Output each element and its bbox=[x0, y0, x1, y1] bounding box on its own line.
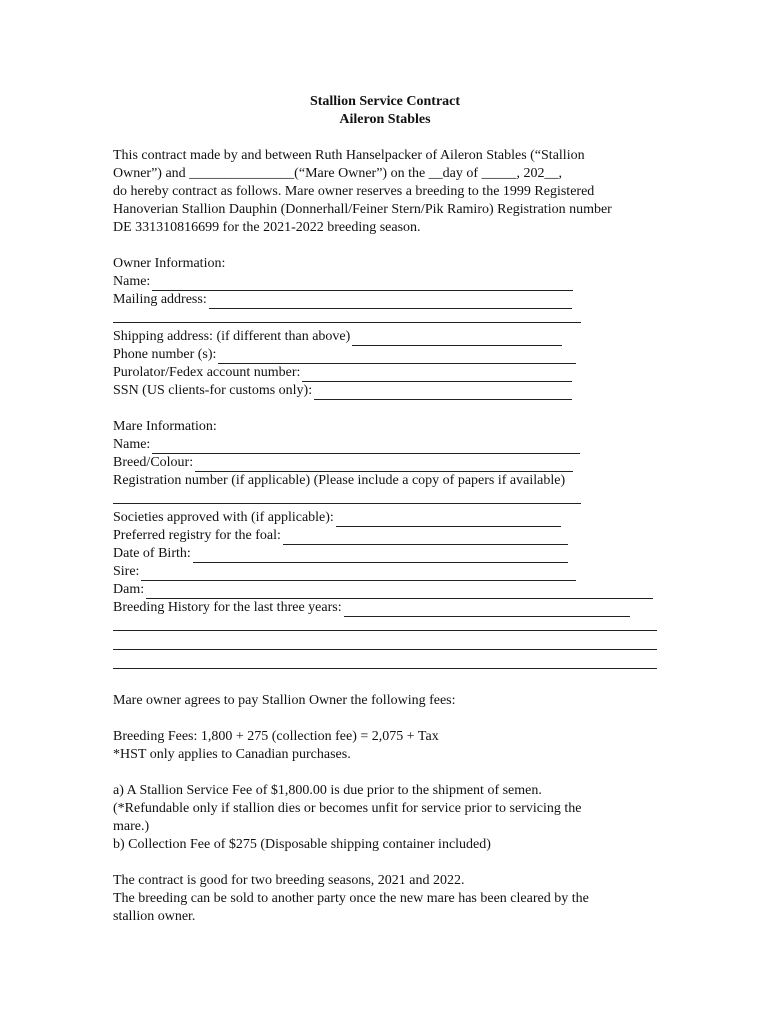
intro-line: do hereby contract as follows. Mare owner reserves a breeding to the 1999 Registered bbox=[113, 184, 595, 199]
owner-mailing-field[interactable] bbox=[113, 291, 658, 309]
field-label: Shipping address: (if different than above) bbox=[113, 329, 351, 344]
collection-fee-item: b) Collection Fee of $275 (Disposable shipping container included) bbox=[113, 837, 491, 852]
service-fee-item: a) A Stallion Service Fee of $1,800.00 is due prior to the shipment of semen. bbox=[113, 783, 542, 798]
intro-line: This contract made by and between Ruth Hanselpacker of Aileron Stables (“Stallion bbox=[113, 148, 585, 163]
document-header bbox=[0, 93, 770, 129]
blank-line[interactable] bbox=[352, 332, 562, 346]
intro-line: DE 331310816699 for the 2021-2022 breeding season. bbox=[113, 220, 421, 235]
field-label: Mailing address: bbox=[113, 292, 207, 307]
intro-line: Hanoverian Stallion Dauphin (Donnerhall/Feiner Stern/Pik Ramiro) Registration number bbox=[113, 202, 612, 217]
mare-history-field[interactable] bbox=[113, 599, 658, 617]
blank-line[interactable] bbox=[344, 603, 630, 617]
blank-line[interactable] bbox=[283, 531, 568, 545]
terms-line: stallion owner. bbox=[113, 909, 196, 924]
mare-dob-field[interactable] bbox=[113, 545, 658, 563]
field-label: Preferred registry for the foal: bbox=[113, 528, 281, 543]
blank-line[interactable] bbox=[146, 585, 653, 599]
field-label: Sire: bbox=[113, 564, 140, 579]
field-label: Name: bbox=[113, 274, 151, 289]
mare-name-field[interactable] bbox=[113, 436, 658, 454]
intro-line: Owner”) and _______________(“Mare Owner”) on the __day of _____, 202__, bbox=[113, 166, 563, 181]
field-label: Purolator/Fedex account number: bbox=[113, 365, 301, 380]
field-label: Societies approved with (if applicable): bbox=[113, 510, 334, 525]
refund-note: (*Refundable only if stallion dies or becomes unfit for service prior to servicing the bbox=[113, 801, 582, 816]
owner-ssn-field[interactable] bbox=[113, 382, 658, 400]
hst-note: *HST only applies to Canadian purchases. bbox=[113, 747, 351, 762]
field-label: Breed/Colour: bbox=[113, 455, 194, 470]
blank-line[interactable] bbox=[113, 636, 657, 650]
mare-registration-label: Registration number (if applicable) (Please include a copy of papers if available) bbox=[113, 473, 566, 488]
owner-courier-field[interactable] bbox=[113, 364, 658, 382]
blank-line[interactable] bbox=[195, 458, 573, 472]
document-body bbox=[113, 147, 658, 926]
mare-societies-field[interactable] bbox=[113, 509, 658, 527]
blank-line[interactable] bbox=[113, 617, 657, 631]
terms-line: The contract is good for two breeding seasons, 2021 and 2022. bbox=[113, 873, 465, 888]
blank-line[interactable] bbox=[113, 490, 581, 504]
blank-line[interactable] bbox=[113, 309, 581, 323]
mare-registry-field[interactable] bbox=[113, 527, 658, 545]
owner-phone-field[interactable] bbox=[113, 346, 658, 364]
mare-dam-field[interactable] bbox=[113, 581, 658, 599]
field-label: Date of Birth: bbox=[113, 546, 191, 561]
blank-line[interactable] bbox=[209, 295, 572, 309]
field-label: Phone number (s): bbox=[113, 347, 217, 362]
owner-section-heading: Owner Information: bbox=[113, 256, 226, 271]
blank-line[interactable] bbox=[141, 567, 576, 581]
blank-line[interactable] bbox=[336, 513, 561, 527]
terms-line: The breeding can be sold to another party once the new mare has been cleared by the bbox=[113, 891, 589, 906]
refund-note: mare.) bbox=[113, 819, 150, 834]
stable-name: Aileron Stables bbox=[339, 112, 431, 127]
blank-line[interactable] bbox=[113, 655, 657, 669]
breeding-fees: Breeding Fees: 1,800 + 275 (collection fee) = 2,075 + Tax bbox=[113, 729, 439, 744]
blank-line[interactable] bbox=[302, 368, 572, 382]
field-label: SSN (US clients-for customs only): bbox=[113, 383, 313, 398]
blank-line[interactable] bbox=[152, 440, 580, 454]
blank-line[interactable] bbox=[314, 386, 572, 400]
owner-name-field[interactable] bbox=[113, 273, 658, 291]
mare-breed-field[interactable] bbox=[113, 454, 658, 472]
contract-title: Stallion Service Contract bbox=[309, 94, 461, 109]
mare-sire-field[interactable] bbox=[113, 563, 658, 581]
fees-intro: Mare owner agrees to pay Stallion Owner the following fees: bbox=[113, 693, 456, 708]
blank-line[interactable] bbox=[193, 549, 568, 563]
owner-shipping-field[interactable] bbox=[113, 328, 658, 346]
field-label: Dam: bbox=[113, 582, 145, 597]
blank-line[interactable] bbox=[218, 350, 576, 364]
mare-section-heading: Mare Information: bbox=[113, 419, 217, 434]
field-label: Name: bbox=[113, 437, 151, 452]
blank-line[interactable] bbox=[152, 277, 573, 291]
field-label: Breeding History for the last three years: bbox=[113, 600, 342, 615]
